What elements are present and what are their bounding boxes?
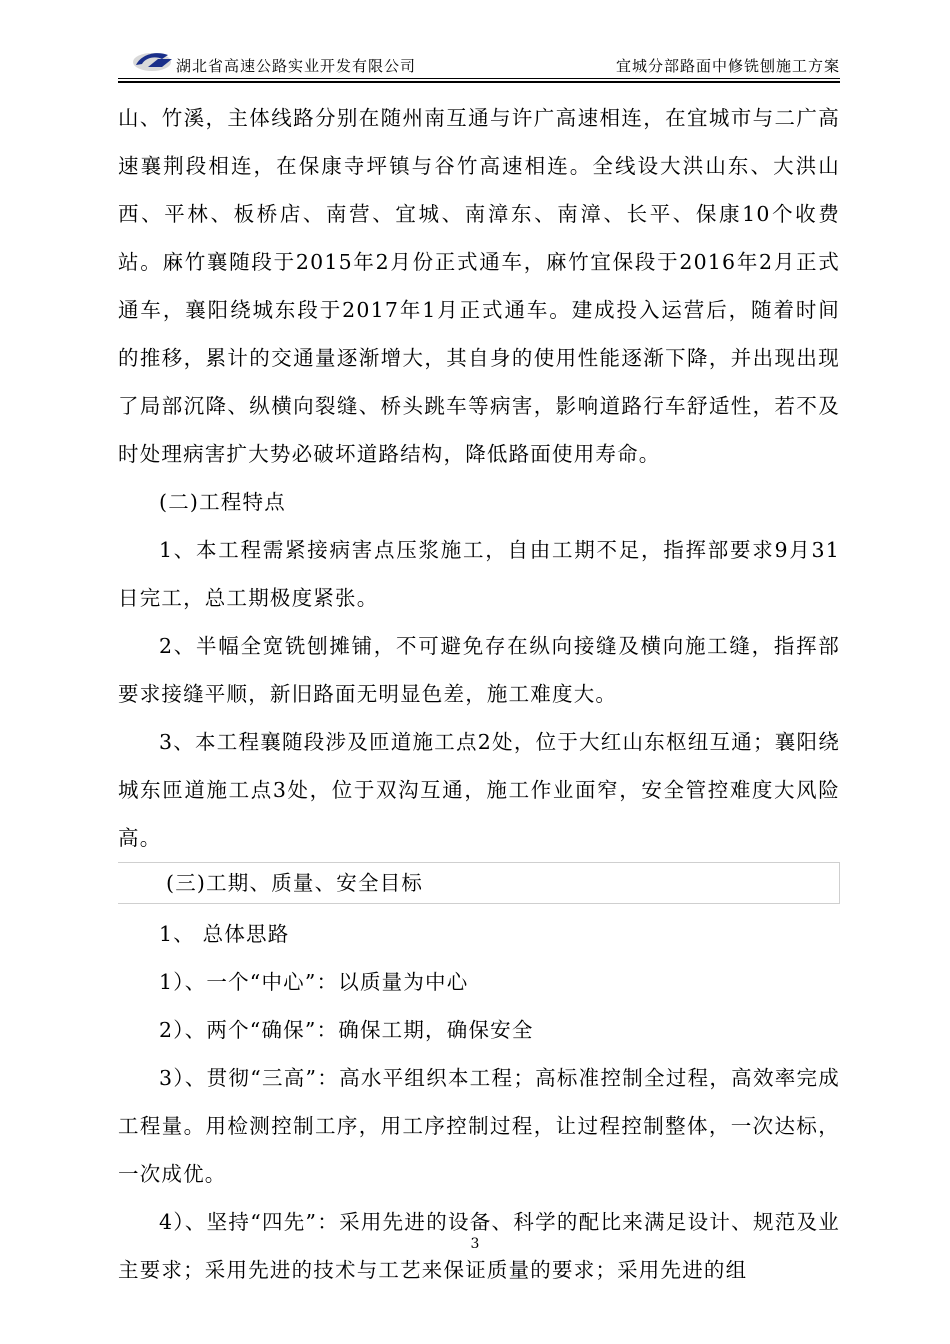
section-heading-features: (二)工程特点 [159,490,286,514]
document-body [118,94,840,1294]
header-rule-thick [118,81,840,83]
paragraph-feature-3: 3、本工程襄随段涉及匝道施工点2处，位于大红山东枢纽互通；襄阳绕城东匝道施工点3处，位于双沟互通，施工作业面窄，安全管控难度大风险高。 [118,730,840,850]
page-header [118,44,840,78]
paragraph-feature-2: 2、半幅全宽铣刨摊铺，不可避免存在纵向接缝及横向施工缝，指挥部要求接缝平顺，新旧路面无明显色差，施工难度大。 [118,634,840,706]
paragraph-three-highs: 3）、贯彻“三高”：高水平组织本工程；高标准控制全过程，高效率完成工程量。用检测控制工序，用工序控制过程，让过程控制整体，一次达标，一次成优。 [118,1066,840,1186]
paragraph-intro: 山、竹溪，主体线路分别在随州南互通与许广高速相连，在宜城市与二广高速襄荆段相连，在保康寺坪镇与谷竹高速相连。全线设大洪山东、大洪山西、平林、板桥店、南营、宜城、南漳东、南漳、长平、保康10个收费站。麻竹襄随段于2015年2月份正式通车，麻竹宜保段于2016年2月正式通车，襄阳绕城东段于2017年1月正式通车。建成投入运营后，随着时间的推移，累计的交通量逐渐增大，其自身的使用性能逐渐下降，并出现出现了局部沉降、纵横向裂缝、桥头跳车等病害，影响道路行车舒适性，若不及时处理病害扩大势必破坏道路结构，降低路面使用寿命。 [118,106,840,466]
header-rule-thin [118,78,840,79]
paragraph-two-ensures: 2）、两个“确保”：确保工期，确保安全 [159,1018,534,1042]
paragraph-four-firsts: 4）、坚持“四先”：采用先进的设备、科学的配比来满足设计、规范及业主要求；采用先进的技术与工艺来保证质量的要求；采用先进的组 [118,1210,840,1282]
company-name: 湖北省高速公路实业开发有限公司 [176,57,417,75]
paragraph-feature-1: 1、本工程需紧接病害点压浆施工，自由工期不足，指挥部要求9月31日完工，总工期极度紧张。 [118,538,840,610]
document-title: 宜城分部路面中修铣刨施工方案 [615,57,840,75]
page-number: 3 [470,1236,480,1252]
section-heading-targets: (三)工期、质量、安全目标 [118,862,840,904]
paragraph-overall-approach: 1、 总体思路 [159,922,290,946]
company-logo-icon [132,49,176,73]
paragraph-one-center: 1）、一个“中心”：以质量为中心 [159,970,469,994]
